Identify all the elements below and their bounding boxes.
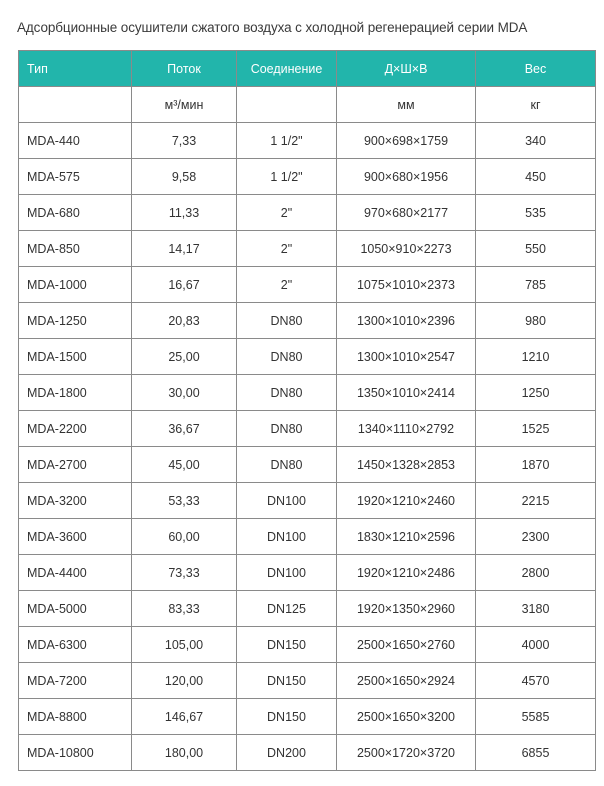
cell-weight: 1250	[476, 375, 596, 411]
cell-connection: DN100	[237, 483, 337, 519]
table-row	[19, 735, 596, 771]
cell-dimensions: 2500×1650×3200	[337, 699, 476, 735]
cell-flow: 30,00	[132, 375, 237, 411]
cell-dimensions: 900×680×1956	[337, 159, 476, 195]
cell-type: MDA-1800	[19, 375, 132, 411]
cell-flow: 7,33	[132, 123, 237, 159]
cell-connection: DN125	[237, 591, 337, 627]
cell-type: MDA-2200	[19, 411, 132, 447]
table-row	[19, 231, 596, 267]
cell-connection: DN80	[237, 447, 337, 483]
cell-dimensions: 1920×1350×2960	[337, 591, 476, 627]
cell-dimensions: 1920×1210×2460	[337, 483, 476, 519]
cell-flow: 73,33	[132, 555, 237, 591]
cell-flow: 36,67	[132, 411, 237, 447]
unit-connection	[237, 87, 337, 123]
cell-type: MDA-2700	[19, 447, 132, 483]
cell-type: MDA-575	[19, 159, 132, 195]
spec-table	[18, 50, 596, 771]
cell-flow: 120,00	[132, 663, 237, 699]
cell-type: MDA-6300	[19, 627, 132, 663]
cell-dimensions: 2500×1650×2760	[337, 627, 476, 663]
cell-connection: DN200	[237, 735, 337, 771]
cell-connection: DN100	[237, 519, 337, 555]
cell-weight: 980	[476, 303, 596, 339]
cell-type: MDA-7200	[19, 663, 132, 699]
cell-weight: 3180	[476, 591, 596, 627]
cell-flow: 105,00	[132, 627, 237, 663]
cell-flow: 146,67	[132, 699, 237, 735]
cell-type: MDA-440	[19, 123, 132, 159]
header-type: Тип	[19, 51, 132, 87]
cell-flow: 11,33	[132, 195, 237, 231]
cell-connection: DN150	[237, 627, 337, 663]
cell-weight: 1525	[476, 411, 596, 447]
cell-flow: 20,83	[132, 303, 237, 339]
cell-weight: 785	[476, 267, 596, 303]
table-row	[19, 699, 596, 735]
table-row	[19, 411, 596, 447]
cell-dimensions: 2500×1650×2924	[337, 663, 476, 699]
table-row	[19, 339, 596, 375]
table-row	[19, 267, 596, 303]
cell-weight: 5585	[476, 699, 596, 735]
cell-type: MDA-3200	[19, 483, 132, 519]
table-row	[19, 303, 596, 339]
cell-type: MDA-5000	[19, 591, 132, 627]
cell-connection: 1 1/2"	[237, 123, 337, 159]
page-title: Адсорбционные осушители сжатого воздуха с холодной регенерацией серии MDA	[17, 20, 528, 35]
table-row	[19, 447, 596, 483]
cell-connection: 2"	[237, 267, 337, 303]
cell-connection: DN80	[237, 411, 337, 447]
cell-type: MDA-850	[19, 231, 132, 267]
cell-weight: 4570	[476, 663, 596, 699]
cell-flow: 16,67	[132, 267, 237, 303]
cell-dimensions: 1350×1010×2414	[337, 375, 476, 411]
table-row	[19, 519, 596, 555]
cell-type: MDA-8800	[19, 699, 132, 735]
cell-weight: 2300	[476, 519, 596, 555]
table-header-row	[19, 51, 596, 87]
table-row	[19, 591, 596, 627]
cell-dimensions: 1300×1010×2547	[337, 339, 476, 375]
cell-flow: 45,00	[132, 447, 237, 483]
cell-connection: 2"	[237, 231, 337, 267]
cell-type: MDA-4400	[19, 555, 132, 591]
cell-dimensions: 1830×1210×2596	[337, 519, 476, 555]
cell-weight: 535	[476, 195, 596, 231]
cell-weight: 550	[476, 231, 596, 267]
cell-connection: 2"	[237, 195, 337, 231]
cell-type: MDA-1500	[19, 339, 132, 375]
cell-flow: 60,00	[132, 519, 237, 555]
unit-dimensions: мм	[337, 87, 476, 123]
table-row	[19, 627, 596, 663]
cell-type: MDA-1250	[19, 303, 132, 339]
cell-dimensions: 1050×910×2273	[337, 231, 476, 267]
cell-flow: 9,58	[132, 159, 237, 195]
cell-connection: DN150	[237, 663, 337, 699]
table-row	[19, 555, 596, 591]
cell-connection: 1 1/2"	[237, 159, 337, 195]
unit-type	[19, 87, 132, 123]
cell-dimensions: 970×680×2177	[337, 195, 476, 231]
cell-weight: 6855	[476, 735, 596, 771]
table-row	[19, 195, 596, 231]
cell-weight: 4000	[476, 627, 596, 663]
unit-weight: кг	[476, 87, 596, 123]
cell-dimensions: 1920×1210×2486	[337, 555, 476, 591]
header-flow: Поток	[132, 51, 237, 87]
cell-connection: DN150	[237, 699, 337, 735]
header-weight: Вес	[476, 51, 596, 87]
cell-dimensions: 2500×1720×3720	[337, 735, 476, 771]
cell-weight: 2215	[476, 483, 596, 519]
table-row	[19, 375, 596, 411]
cell-weight: 1870	[476, 447, 596, 483]
cell-dimensions: 1450×1328×2853	[337, 447, 476, 483]
cell-type: MDA-3600	[19, 519, 132, 555]
cell-dimensions: 1075×1010×2373	[337, 267, 476, 303]
cell-dimensions: 1340×1110×2792	[337, 411, 476, 447]
cell-dimensions: 1300×1010×2396	[337, 303, 476, 339]
cell-flow: 25,00	[132, 339, 237, 375]
cell-weight: 340	[476, 123, 596, 159]
cell-connection: DN80	[237, 375, 337, 411]
cell-type: MDA-10800	[19, 735, 132, 771]
cell-weight: 450	[476, 159, 596, 195]
table-row	[19, 159, 596, 195]
header-dimensions: Д×Ш×В	[337, 51, 476, 87]
cell-connection: DN80	[237, 303, 337, 339]
cell-connection: DN80	[237, 339, 337, 375]
cell-type: MDA-680	[19, 195, 132, 231]
cell-dimensions: 900×698×1759	[337, 123, 476, 159]
cell-flow: 180,00	[132, 735, 237, 771]
cell-weight: 2800	[476, 555, 596, 591]
cell-type: MDA-1000	[19, 267, 132, 303]
table-row	[19, 663, 596, 699]
header-connection: Соединение	[237, 51, 337, 87]
cell-flow: 83,33	[132, 591, 237, 627]
table-row	[19, 483, 596, 519]
units-row	[19, 87, 596, 123]
table-row	[19, 123, 596, 159]
cell-flow: 14,17	[132, 231, 237, 267]
cell-flow: 53,33	[132, 483, 237, 519]
cell-connection: DN100	[237, 555, 337, 591]
cell-weight: 1210	[476, 339, 596, 375]
unit-flow: м³/мин	[132, 87, 237, 123]
